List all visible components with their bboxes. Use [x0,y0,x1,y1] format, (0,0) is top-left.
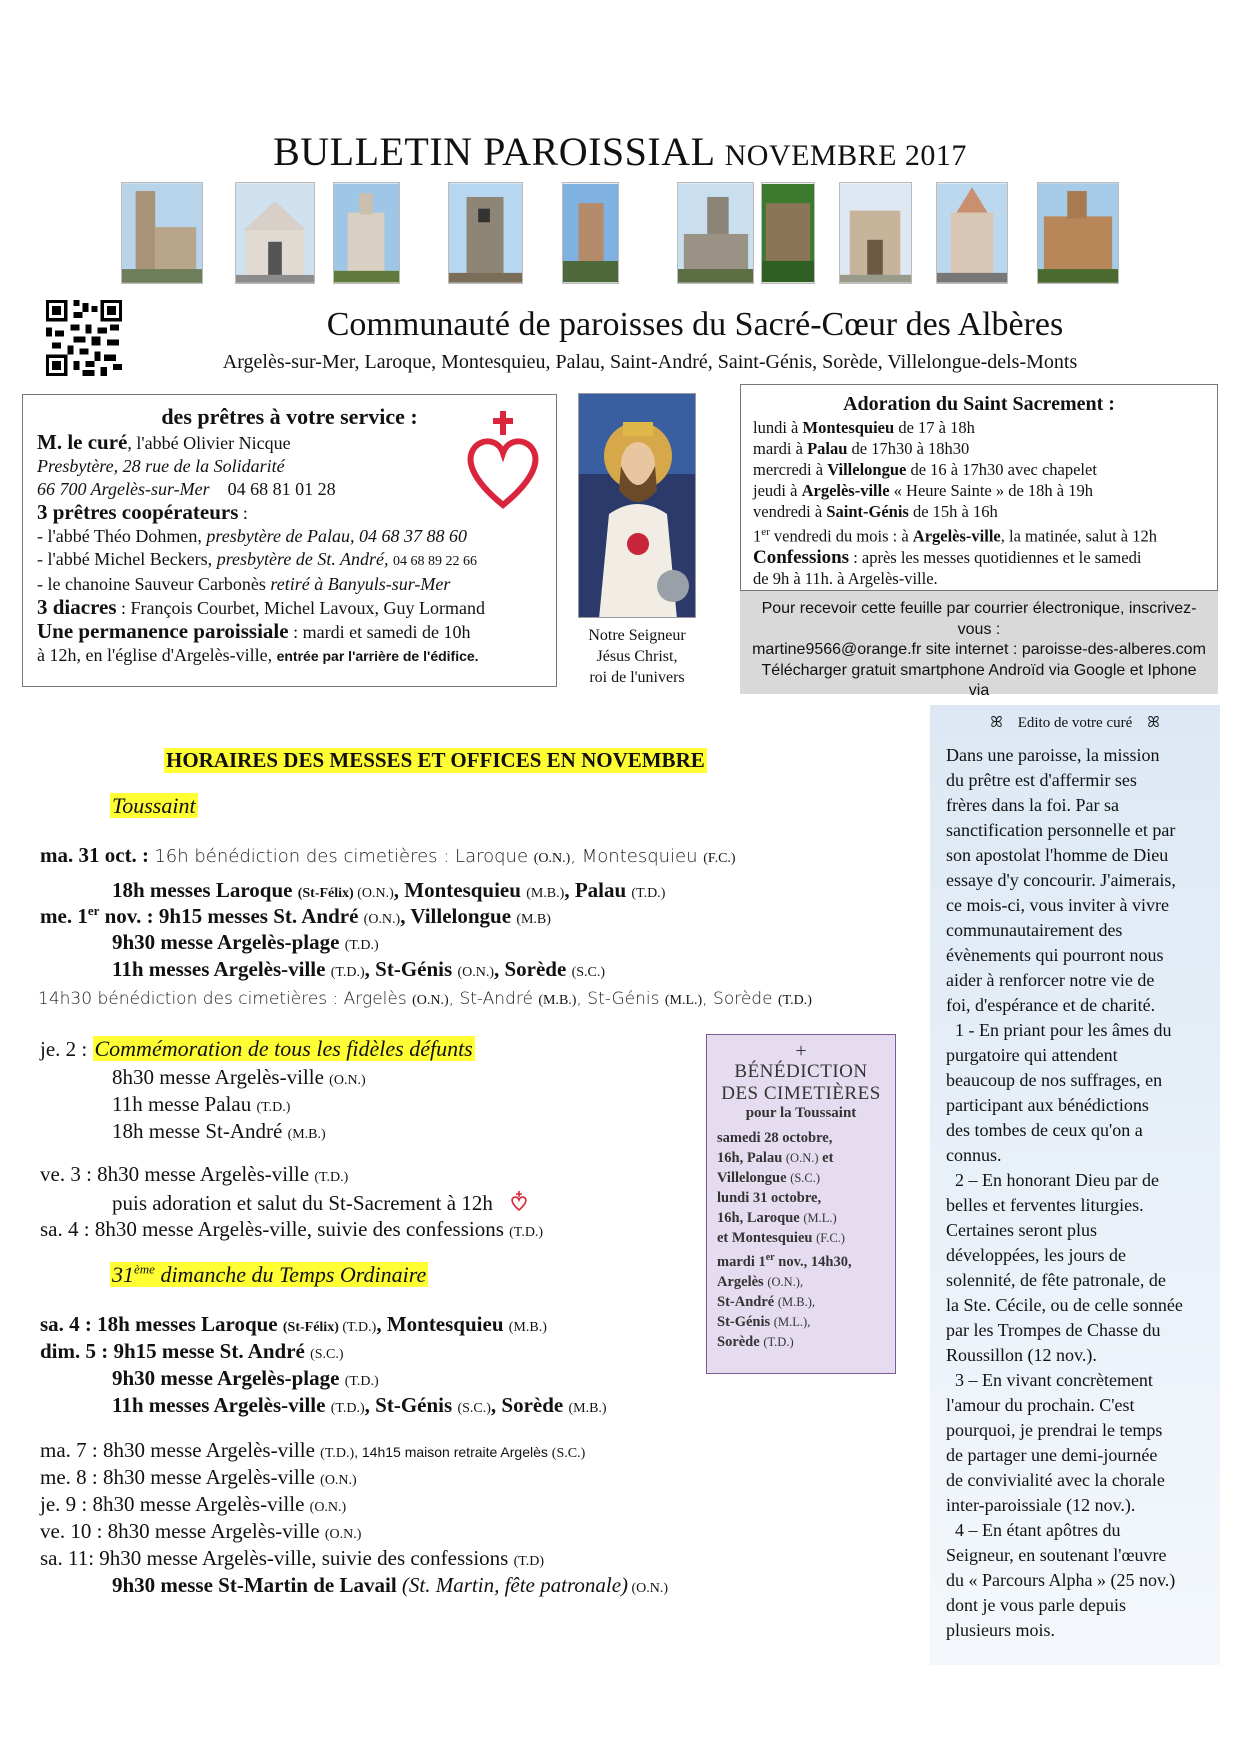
title-main: BULLETIN PAROISSIAL [273,129,715,174]
church-photo-9 [936,182,1008,284]
confessions: Confessions : après les messes quotidiennes et le samedi [753,546,1142,568]
edito-line: développées, les jours de [946,1245,1126,1265]
church-photo-7 [761,182,815,284]
edito-line: beaucoup de nos suffrages, en [946,1070,1163,1090]
sacred-heart-icon [461,409,545,511]
church-photo-1 [121,182,203,284]
confessions-detail: de 9h à 11h. à Argelès-ville. [753,568,938,588]
church-photo-2 [235,182,315,284]
edito-line: solennité, de fête patronale, de [946,1270,1166,1290]
schedule-line: me. 8 : 8h30 messe Argelès-ville (O.N.) [40,1465,357,1489]
schedule-line: ma. 7 : 8h30 messe Argelès-ville (T.D.), 14h15 maison retraite Argelès (S.C.) [40,1438,586,1462]
schedule-line: 9h30 messe Argelès-plage (T.D.) [112,930,379,954]
edito-line: Roussillon (12 nov.). [946,1345,1097,1365]
cure-name: , l'abbé Olivier Nicque [127,433,291,453]
ornament-icon: ꕤ [990,715,1003,731]
church-photo-4 [448,182,523,284]
edito-line: Dans une paroisse, la mission [946,745,1160,765]
edito-column [930,705,1220,1665]
edito-line: de convivialité avec la chorale [946,1470,1165,1490]
edito-line: des tombes de ceux qu'on a [946,1120,1143,1140]
adoration-line: vendredi à Saint-Génis de 15h à 16h [753,502,998,521]
edito-line: participant aux bénédictions [946,1095,1149,1115]
christ-the-king-image [578,393,696,618]
edito-line: du « Parcours Alpha » (25 nov.) [946,1570,1176,1590]
title-month: NOVEMBRE 2017 [724,139,967,172]
subscribe-contact[interactable]: martine9566@orange.fr site internet : paroisse-des-alberes.com [752,641,1206,658]
edito-line: la Ste. Cécile, ou de celle sonnée [946,1295,1183,1315]
coop-priest-2: - l'abbé Michel Beckers, presbytère de St. André, 04 68 89 22 66 [37,549,477,569]
edito-line: 4 – En étant apôtres du [946,1520,1121,1540]
adoration-line: mardi à Palau de 17h30 à 18h30 [753,439,970,458]
edito-line: par les Trompes de Chasse du [946,1320,1161,1340]
edito-line: sanctification personnelle et par [946,820,1176,840]
schedule-line: sa. 11: 9h30 messe Argelès-ville, suivie des confessions (T.D) [40,1546,545,1570]
edito-line: aider à renforcer notre vie de [946,970,1155,990]
schedule-line: dim. 5 : 9h15 messe St. André (S.C.) [40,1339,344,1363]
schedule-line: me. 1er nov. : 9h15 messes St. André (O.N.), Villelongue (M.B) [40,903,551,928]
image-caption: Notre Seigneur Jésus Christ, roi de l'univers [588,627,686,686]
schedule-line: je. 9 : 8h30 messe Argelès-ville (O.N.) [40,1492,347,1516]
benediction-body: samedi 28 octobre, 16h, Palau (O.N.) et Villelongue (S.C.) lundi 31 octobre, 16h, Laroque (M.L.) et Montesquieu (F.C.) mardi 1er nov., 14h30, Argelès (O.N.), St-André (M.B.), St-Génis (M.L.), Sorède (T.D.) [717,1130,852,1350]
benediction-box: + BÉNÉDICTION DES CIMETIÈRES pour la Toussaint samedi 28 octobre, 16h, Palau (O.N.) et Villelongue (S.C.) lundi 31 octobre, 16h, Laroque (M.L.) et Montesquieu (F.C.) mardi 1er nov., 14h30, Argelès (O.N.), St-André (M.B.), St-Génis (M.L.), Sorède (T.D.) [706,1034,896,1374]
church-photo-8 [839,182,912,284]
edito-line: plusieurs mois. [946,1620,1056,1640]
edito-line: 2 – En honorant Dieu par de [946,1170,1159,1190]
community-title: Communauté de paroisses du Sacré-Cœur des Albères [326,306,1064,343]
villages-list: Argelès-sur-Mer, Laroque, Montesquieu, Palau, Saint-André, Saint-Génis, Sorède, Villelongue-dels-Monts [222,351,1078,373]
edito-line: pourquoi, je prendrai le temps [946,1420,1163,1440]
sacred-heart-icon [510,1190,528,1212]
schedule-line: 11h messes Argelès-ville (T.D.), St-Génis (S.C.), Sorède (M.B.) [112,1393,607,1417]
edito-line: de partager une demi-journée [946,1445,1158,1465]
schedule-line: 9h30 messe Argelès-plage (T.D.) [112,1366,379,1390]
cure-phone: 04 68 81 01 28 [227,479,336,499]
schedule-line: puis adoration et salut du St-Sacrement à 12h [112,1190,528,1216]
subscribe-line: Télécharger gratuit smartphone Androïd via Google et Iphone via [761,661,1197,699]
edito-line: 3 – En vivant concrètement [946,1370,1153,1390]
adoration-line: mercredi à Villelongue de 16 à 17h30 avec chapelet [753,460,1097,479]
coop-priest-3: - le chanoine Sauveur Carbonès retiré à Banyuls-sur-Mer [37,574,451,594]
cure-label: M. le curé [37,430,128,454]
schedule-line: sa. 4 : 18h messes Laroque (St-Félix) (T.D.), Montesquieu (M.B.) [40,1312,547,1336]
page-title [0,128,1240,175]
schedule-line: je. 2 : Commémoration de tous les fidèles défunts [40,1036,473,1061]
section-toussaint: Toussaint [112,793,196,818]
edito-line: du prêtre est d'affermir ses [946,770,1137,790]
edito-line: 1 - En priant pour les âmes du [946,1020,1172,1040]
permanence: Une permanence paroissiale : mardi et samedi de 10h [37,619,471,643]
schedule-line: 11h messes Argelès-ville (T.D.), St-Génis (O.N.), Sorède (S.C.) [112,957,606,981]
edito-line: inter-paroissiale (12 nov.). [946,1495,1136,1515]
priests-box: des prêtres à votre service : M. le curé, l'abbé Olivier Nicque Presbytère, 28 rue de la Solidarité 66 700 Argelès-sur-Mer 04 68 81 01 28 3 prêtres coopérateurs : - l'abbé Théo Dohmen, presbytère de Palau, 04 68 37 88 60 - l'abbé Michel Beckers, presbytère de St. André, 04 68 89 22 66 - le chanoine Sauveur Carbonès retiré à Banyuls-sur-Mer 3 diacres : François Courbet, Michel Lavoux, Guy Lormand Une permanence paroissiale : mardi et samedi de 10h à 12h, en l'église d'Argelès-ville, entrée par l'arrière de l'édifice. [22,394,557,687]
adoration-line: jeudi à Argelès-ville « Heure Sainte » de 18h à 19h [753,481,1093,500]
edito-line: son apostolat l'homme de Dieu [946,845,1169,865]
edito-line: foi, d'espérance et de charité. [946,995,1156,1015]
cure-city: 66 700 Argelès-sur-Mer [37,479,210,499]
edito-line: dont je vous parle depuis [946,1595,1126,1615]
schedule-line: 9h30 messe St-Martin de Lavail (St. Martin, fête patronale) (O.N.) [112,1573,669,1597]
subscribe-box [740,591,1218,699]
adoration-box [740,384,1218,591]
edito-line: communautairement des [946,920,1123,940]
edito-line: ce mois-ci, vous inviter à vivre [946,895,1169,915]
schedule-line: ma. 31 oct. : 16h bénédiction des cimetières : Laroque (O.N.), Montesquieu (F.C.) [40,843,736,867]
coop-label: 3 prêtres coopérateurs [37,500,239,524]
edito-heading: ꕤ Edito de votre curé ꕤ [990,715,1160,731]
schedule-line: sa. 4 : 8h30 messe Argelès-ville, suivie des confessions (T.D.) [40,1217,544,1241]
cure-address: Presbytère, 28 rue de la Solidarité [37,456,285,476]
schedule-line: ve. 10 : 8h30 messe Argelès-ville (O.N.) [40,1519,362,1543]
church-photo-6 [677,182,754,284]
edito-line: Seigneur, en soutenant l'œuvre [946,1545,1167,1565]
edito-text [946,743,1204,1643]
schedule-line: 18h messes Laroque (St-Félix) (O.N.), Montesquieu (M.B.), Palau (T.D.) [112,878,666,902]
subscribe-line: Pour recevoir cette feuille par courrier électronique, inscrivez-vous : [761,600,1197,638]
adoration-line: lundi à Montesquieu de 17 à 18h [753,418,975,437]
coop-priest-1: - l'abbé Théo Dohmen, presbytère de Palau, 04 68 37 88 60 [37,526,467,546]
ornament-icon: ꕤ [1147,715,1160,731]
benediction-title: BÉNÉDICTION [734,1061,868,1082]
edito-line: évènements qui pourront nous [946,945,1164,965]
schedule-line: 8h30 messe Argelès-ville (O.N.) [112,1065,366,1089]
priests-heading: des prêtres à votre service : [161,404,418,429]
schedule-line: 14h30 bénédiction des cimetières : Argelès (O.N.), St-André (M.B.), St-Génis (M.L.), Sorède (T.D.) [38,989,812,1009]
church-photo-5 [562,182,619,284]
permanence-detail: à 12h, en l'église d'Argelès-ville, entrée par l'arrière de l'édifice. [37,645,479,665]
edito-line: frères dans la foi. Par sa [946,795,1119,815]
schedule-heading: HORAIRES DES MESSES ET OFFICES EN NOVEMBRE [166,748,705,772]
qr-code[interactable] [46,300,122,376]
adoration-heading: Adoration du Saint Sacrement : [843,393,1115,415]
edito-line: Certaines seront plus [946,1220,1097,1240]
diacres: 3 diacres : François Courbet, Michel Lavoux, Guy Lormand [37,595,485,619]
schedule-line: 18h messe St-André (M.B.) [112,1119,326,1143]
edito-line: connus. [946,1145,1002,1165]
church-photo-10 [1037,182,1119,284]
church-photo-3 [333,182,400,284]
section-31e-dimanche: 31ème dimanche du Temps Ordinaire [112,1262,427,1288]
edito-line: l'amour du prochain. C'est [946,1395,1135,1415]
edito-line: belles et ferventes liturgies. [946,1195,1144,1215]
edito-line: essaye d'y concourir. J'aimerais, [946,870,1176,890]
schedule-line: 11h messe Palau (T.D.) [112,1092,291,1116]
first-friday: 1er vendredi du mois : à Argelès-ville, la matinée, salut à 12h [753,526,1157,546]
schedule-line: ve. 3 : 8h30 messe Argelès-ville (T.D.) [40,1162,349,1186]
edito-line: purgatoire qui attendent [946,1045,1118,1065]
